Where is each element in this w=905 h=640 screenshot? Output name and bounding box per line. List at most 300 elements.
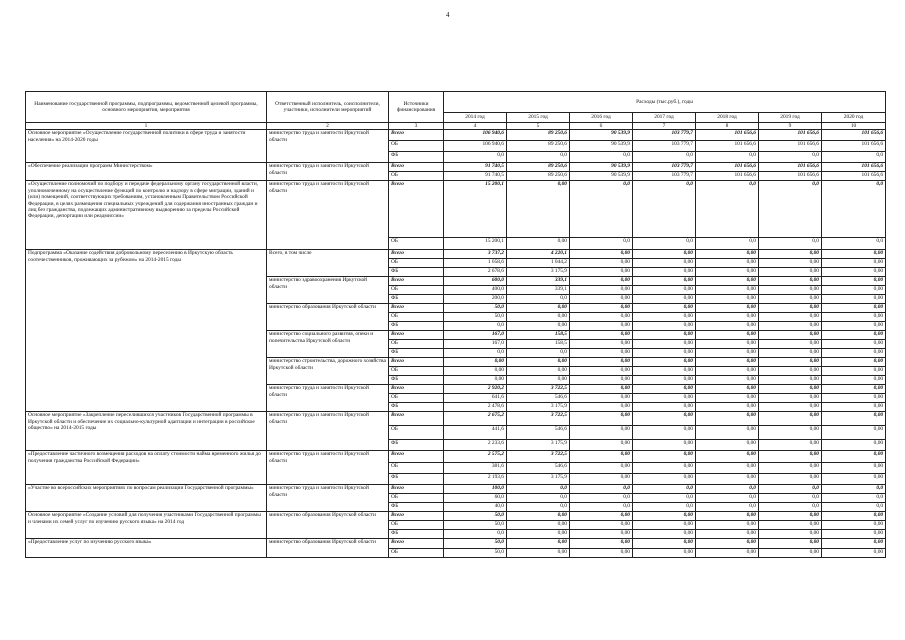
amount-cell: 400,0: [444, 286, 507, 295]
amount-cell: 0,00: [444, 376, 507, 385]
amount-cell: 3 175,9: [507, 474, 570, 485]
amount-cell: 0,0: [696, 152, 759, 163]
amount-cell: 0,0: [570, 485, 633, 494]
amount-cell: 0,00: [570, 340, 633, 349]
amount-cell: 0,00: [822, 268, 886, 277]
funding-source: ОБ: [389, 394, 444, 403]
amount-cell: 0,00: [507, 322, 570, 331]
amount-cell: 0,0: [633, 152, 696, 163]
amount-cell: 0,00: [759, 412, 822, 426]
table-row: [26, 130, 886, 141]
amount-cell: 0,0: [759, 485, 822, 494]
funding-source: ОБ: [389, 340, 444, 349]
amount-cell: 0,0: [507, 494, 570, 503]
amount-cell: 0,00: [570, 295, 633, 304]
amount-cell: 2 920,2: [444, 385, 507, 394]
funding-source: ФБ: [389, 440, 444, 451]
amount-cell: 0,0: [696, 238, 759, 250]
amount-cell: 641,6: [444, 394, 507, 403]
item-executor: министерство труда и занятости Иркутской области: [267, 485, 389, 512]
header-year: 2020 год: [822, 113, 886, 123]
amount-cell: 0,00: [633, 539, 696, 549]
amount-cell: 101 656,6: [822, 172, 886, 181]
amount-cell: 0,00: [633, 259, 696, 268]
amount-cell: 0,0: [633, 494, 696, 503]
item-name: «Предоставление частичного возмещения расходов на оплату стоимости найма временного жилья до получения гражданства Российской Федерации»: [26, 451, 267, 485]
table-row: [26, 181, 886, 238]
funding-source: ОБ: [389, 494, 444, 503]
amount-cell: 0,0: [759, 152, 822, 163]
amount-cell: 0,00: [570, 521, 633, 530]
amount-cell: 0,00: [633, 549, 696, 558]
funding-source: ФБ: [389, 474, 444, 485]
amount-cell: 50,0: [444, 521, 507, 530]
amount-cell: 101 656,6: [696, 130, 759, 141]
amount-cell: 0,00: [633, 367, 696, 376]
amount-cell: 0,00: [822, 539, 886, 549]
amount-cell: 1 044,2: [507, 259, 570, 268]
item-executor: министерство социального развития, опеки и попечительства Иркутской области: [267, 331, 389, 358]
amount-cell: 0,00: [822, 530, 886, 539]
table-row: [26, 485, 886, 494]
amount-cell: 0,00: [822, 313, 886, 322]
amount-cell: 0,00: [633, 426, 696, 440]
amount-cell: 0,00: [696, 474, 759, 485]
amount-cell: 0,00: [570, 451, 633, 463]
table-body: [26, 130, 886, 558]
amount-cell: 0,00: [822, 474, 886, 485]
funding-source: ОБ: [389, 286, 444, 295]
amount-cell: 0,0: [570, 181, 633, 238]
amount-cell: 3 175,9: [507, 440, 570, 451]
item-executor: министерство образования Иркутской области: [267, 512, 389, 539]
item-name: «Участие во всероссийских мероприятиях по вопросам реализации Государственной программы»: [26, 485, 267, 512]
amount-cell: 0,00: [822, 340, 886, 349]
amount-cell: 0,00: [633, 268, 696, 277]
amount-cell: 0,00: [696, 451, 759, 463]
amount-cell: 0,0: [633, 238, 696, 250]
amount-cell: 0,00: [759, 530, 822, 539]
amount-cell: 0,00: [570, 512, 633, 521]
amount-cell: 0,00: [633, 451, 696, 463]
amount-cell: 0,00: [507, 539, 570, 549]
amount-cell: 0,0: [759, 181, 822, 238]
amount-cell: 0,00: [570, 277, 633, 286]
amount-cell: 0,00: [822, 304, 886, 313]
amount-cell: 0,00: [759, 304, 822, 313]
column-numbers-row: [26, 123, 886, 130]
amount-cell: 0,00: [633, 340, 696, 349]
amount-cell: 546,6: [507, 394, 570, 403]
funding-source: Всего: [389, 485, 444, 494]
amount-cell: 0,00: [759, 426, 822, 440]
amount-cell: 0,00: [759, 376, 822, 385]
funding-source: ФБ: [389, 349, 444, 358]
column-number: 1: [26, 123, 267, 130]
amount-cell: 0,00: [822, 549, 886, 558]
amount-cell: 101 656,6: [759, 163, 822, 172]
amount-cell: 0,00: [696, 385, 759, 394]
amount-cell: 0,00: [633, 530, 696, 539]
amount-cell: 0,00: [822, 412, 886, 426]
amount-cell: 0,00: [759, 358, 822, 367]
amount-cell: 0,00: [822, 250, 886, 259]
amount-cell: 0,00: [696, 322, 759, 331]
funding-source: ОБ: [389, 172, 444, 181]
column-number: 4: [444, 123, 507, 130]
item-executor: министерство труда и занятости Иркутской области: [267, 130, 389, 163]
item-name: «Осуществление полномочий по подбору и передаче федеральному органу государственной власти, уполномоченному на осуществление функций по контролю и надзору в сфере миграции, зданий и (или) помещений, соответствующих требованиям, установленным Правительством Российской Федерации, в целях размещения специальных учреждений для содержания иностранных граждан и лиц без гражданства, подлежащих административному выдворению за пределы Российской Федерации, депортации или реадмиссии»: [26, 181, 267, 250]
item-executor: министерство труда и занятости Иркутской области: [267, 181, 389, 250]
item-executor: министерство образования Иркутской области: [267, 304, 389, 331]
amount-cell: 0,00: [633, 463, 696, 474]
amount-cell: 0,00: [759, 295, 822, 304]
amount-cell: 0,00: [759, 340, 822, 349]
item-name: Основное мероприятие «Создание условий для получения участниками Государственной программы и членами их семей услуг по изучению русского языка» на 2014 год: [26, 512, 267, 539]
amount-cell: 0,00: [633, 277, 696, 286]
amount-cell: 0,00: [759, 394, 822, 403]
amount-cell: 0,00: [507, 376, 570, 385]
amount-cell: 0,00: [696, 549, 759, 558]
amount-cell: 89 250,6: [507, 130, 570, 141]
amount-cell: 0,0: [759, 238, 822, 250]
header-executor: Ответственный исполнитель, соисполнители, участники, исполнители мероприятий: [267, 92, 389, 123]
item-executor: министерство труда и занятости Иркутской области: [267, 451, 389, 485]
amount-cell: 60,0: [444, 494, 507, 503]
amount-cell: 0,0: [507, 295, 570, 304]
amount-cell: 89 250,6: [507, 141, 570, 152]
amount-cell: 0,00: [507, 549, 570, 558]
amount-cell: 0,00: [822, 295, 886, 304]
amount-cell: 0,00: [822, 521, 886, 530]
amount-cell: 0,0: [444, 322, 507, 331]
table-row: [26, 412, 886, 426]
amount-cell: 0,00: [696, 412, 759, 426]
amount-cell: 0,00: [507, 521, 570, 530]
amount-cell: 0,00: [759, 512, 822, 521]
amount-cell: 50,0: [444, 313, 507, 322]
item-executor: министерство строительства, дорожного хозяйства Иркутской области: [267, 358, 389, 385]
amount-cell: 0,00: [759, 539, 822, 549]
amount-cell: 0,0: [444, 530, 507, 539]
amount-cell: 0,00: [570, 385, 633, 394]
amount-cell: 0,00: [696, 268, 759, 277]
amount-cell: 0,0: [507, 349, 570, 358]
amount-cell: 339,1: [507, 277, 570, 286]
amount-cell: 0,00: [822, 367, 886, 376]
amount-cell: 0,0: [759, 494, 822, 503]
amount-cell: 103 779,7: [633, 163, 696, 172]
amount-cell: 0,00: [759, 250, 822, 259]
amount-cell: 200,0: [444, 295, 507, 304]
amount-cell: 0,00: [822, 451, 886, 463]
funding-source: ФБ: [389, 322, 444, 331]
amount-cell: 0,00: [696, 403, 759, 412]
funding-source: ФБ: [389, 376, 444, 385]
amount-cell: 0,00: [696, 313, 759, 322]
amount-cell: 0,00: [696, 304, 759, 313]
amount-cell: 2 233,6: [444, 440, 507, 451]
funding-source: ОБ: [389, 367, 444, 376]
header-expenses: Расходы (тыс.руб.), годы: [444, 92, 886, 113]
amount-cell: 0,00: [570, 530, 633, 539]
amount-cell: 0,00: [696, 539, 759, 549]
amount-cell: 40,0: [444, 503, 507, 512]
amount-cell: 0,00: [696, 426, 759, 440]
funding-source: Всего: [389, 163, 444, 172]
amount-cell: 0,00: [507, 512, 570, 521]
amount-cell: 0,0: [696, 494, 759, 503]
amount-cell: 158,5: [507, 331, 570, 340]
column-number: 9: [759, 123, 822, 130]
amount-cell: 3 175,9: [507, 403, 570, 412]
item-name: «Предоставление услуг по изучению русского языка»: [26, 539, 267, 558]
amount-cell: 100,0: [444, 485, 507, 494]
amount-cell: 0,0: [822, 494, 886, 503]
amount-cell: 2 193,6: [444, 474, 507, 485]
amount-cell: 0,00: [822, 259, 886, 268]
amount-cell: 0,00: [570, 376, 633, 385]
amount-cell: 0,00: [570, 313, 633, 322]
funding-source: ОБ: [389, 313, 444, 322]
funding-source: Всего: [389, 250, 444, 259]
funding-source: Всего: [389, 331, 444, 340]
amount-cell: 0,00: [633, 512, 696, 521]
amount-cell: 0,00: [633, 331, 696, 340]
amount-cell: 0,00: [696, 295, 759, 304]
amount-cell: 0,00: [822, 376, 886, 385]
item-executor: министерство здравоохранения Иркутской области: [267, 277, 389, 304]
amount-cell: 0,00: [759, 385, 822, 394]
amount-cell: 0,00: [759, 322, 822, 331]
amount-cell: 0,00: [759, 277, 822, 286]
funding-source: Всего: [389, 412, 444, 426]
amount-cell: 167,0: [444, 331, 507, 340]
amount-cell: 0,00: [696, 250, 759, 259]
item-name: «Обеспечение реализации программ Министерством»: [26, 163, 267, 181]
amount-cell: 0,00: [759, 349, 822, 358]
funding-source: ОБ: [389, 259, 444, 268]
amount-cell: 0,00: [570, 268, 633, 277]
amount-cell: 0,00: [633, 322, 696, 331]
column-number: 6: [570, 123, 633, 130]
page-number: 4: [446, 11, 450, 19]
amount-cell: 0,00: [759, 331, 822, 340]
item-executor: министерство труда и занятости Иркутской области: [267, 385, 389, 412]
amount-cell: 0,00: [696, 463, 759, 474]
amount-cell: 0,00: [759, 367, 822, 376]
amount-cell: 0,00: [759, 521, 822, 530]
funding-source: ОБ: [389, 521, 444, 530]
amount-cell: 0,00: [633, 521, 696, 530]
amount-cell: 0,00: [507, 313, 570, 322]
amount-cell: 0,00: [822, 277, 886, 286]
amount-cell: 0,00: [570, 539, 633, 549]
amount-cell: 546,6: [507, 463, 570, 474]
amount-cell: 50,0: [444, 539, 507, 549]
amount-cell: 0,00: [633, 313, 696, 322]
amount-cell: 0,00: [570, 403, 633, 412]
amount-cell: 101 656,6: [822, 141, 886, 152]
amount-cell: 0,00: [444, 358, 507, 367]
funding-source: ФБ: [389, 530, 444, 539]
funding-source: ОБ: [389, 549, 444, 558]
amount-cell: 0,00: [759, 268, 822, 277]
amount-cell: 0,00: [570, 440, 633, 451]
amount-cell: 0,00: [507, 358, 570, 367]
header-year: 2016 год: [570, 113, 633, 123]
amount-cell: 0,00: [822, 358, 886, 367]
amount-cell: 0,00: [570, 549, 633, 558]
amount-cell: 0,0: [444, 349, 507, 358]
amount-cell: 600,0: [444, 277, 507, 286]
amount-cell: 2 678,6: [444, 268, 507, 277]
amount-cell: 0,00: [507, 367, 570, 376]
amount-cell: 0,00: [633, 349, 696, 358]
header-year: 2018 год: [696, 113, 759, 123]
amount-cell: 0,0: [570, 494, 633, 503]
funding-source: Всего: [389, 512, 444, 521]
amount-cell: 0,00: [570, 250, 633, 259]
amount-cell: 0,00: [696, 394, 759, 403]
amount-cell: 0,00: [759, 463, 822, 474]
amount-cell: 0,0: [507, 503, 570, 512]
amount-cell: 0,0: [633, 485, 696, 494]
amount-cell: 0,00: [759, 440, 822, 451]
amount-cell: 0,00: [507, 304, 570, 313]
amount-cell: 0,00: [570, 304, 633, 313]
amount-cell: 158,5: [507, 340, 570, 349]
amount-cell: 0,00: [822, 322, 886, 331]
amount-cell: 0,00: [570, 463, 633, 474]
amount-cell: 167,0: [444, 340, 507, 349]
amount-cell: 0,00: [570, 322, 633, 331]
header-name: Наименование государственной программы, подпрограммы, ведомственной целевой программы, основного мероприятия, мероприятия: [26, 92, 267, 123]
amount-cell: 101 656,6: [696, 141, 759, 152]
amount-cell: 0,00: [633, 394, 696, 403]
amount-cell: 0,00: [633, 304, 696, 313]
item-executor: министерство образования Иркутской области: [267, 539, 389, 558]
amount-cell: 0,00: [633, 440, 696, 451]
funding-source: Всего: [389, 358, 444, 367]
item-name: Основное мероприятие «Закрепление переселившихся участников Государственной программы в Иркутской области и обеспечение их социально-культурной адаптации и интеграции в российское общество» на 2014-2015 годы: [26, 412, 267, 451]
amount-cell: 0,00: [507, 530, 570, 539]
funding-source: ОБ: [389, 238, 444, 250]
amount-cell: 0,00: [633, 412, 696, 426]
amount-cell: 0,00: [759, 259, 822, 268]
amount-cell: 0,0: [570, 503, 633, 512]
item-executor: министерство труда и занятости Иркутской области: [267, 163, 389, 181]
amount-cell: 89 250,6: [507, 163, 570, 172]
amount-cell: 0,0: [570, 152, 633, 163]
amount-cell: 0,0: [822, 503, 886, 512]
amount-cell: 0,0: [633, 181, 696, 238]
amount-cell: 91 740,5: [444, 163, 507, 172]
amount-cell: 0,0: [822, 181, 886, 238]
amount-cell: 0,00: [633, 474, 696, 485]
table-row: [26, 163, 886, 172]
amount-cell: 0,0: [696, 181, 759, 238]
item-executor: Всего, в том числе: [267, 250, 389, 277]
amount-cell: 441,6: [444, 426, 507, 440]
amount-cell: 0,00: [759, 313, 822, 322]
amount-cell: 0,0: [570, 238, 633, 250]
amount-cell: 3 722,5: [507, 385, 570, 394]
amount-cell: 0,00: [633, 385, 696, 394]
expenses-table: [25, 91, 886, 558]
amount-cell: 0,0: [696, 503, 759, 512]
amount-cell: 0,00: [696, 530, 759, 539]
funding-source: Всего: [389, 539, 444, 549]
amount-cell: 2 675,2: [444, 412, 507, 426]
amount-cell: 0,00: [444, 367, 507, 376]
amount-cell: 0,00: [570, 286, 633, 295]
amount-cell: 106 940,6: [444, 130, 507, 141]
funding-source: ФБ: [389, 268, 444, 277]
amount-cell: 0,00: [570, 349, 633, 358]
amount-cell: 0,0: [822, 238, 886, 250]
amount-cell: 0,00: [633, 286, 696, 295]
amount-cell: 0,00: [822, 440, 886, 451]
amount-cell: 0,00: [570, 426, 633, 440]
amount-cell: 0,00: [696, 367, 759, 376]
amount-cell: 90 539,9: [570, 163, 633, 172]
amount-cell: 0,00: [822, 349, 886, 358]
amount-cell: 3 175,9: [507, 268, 570, 277]
amount-cell: 101 656,6: [759, 172, 822, 181]
amount-cell: 0,00: [696, 286, 759, 295]
amount-cell: 0,00: [696, 349, 759, 358]
amount-cell: 0,00: [633, 250, 696, 259]
header-year: 2015 год: [507, 113, 570, 123]
table-row: [26, 451, 886, 463]
amount-cell: 0,00: [696, 358, 759, 367]
amount-cell: 0,00: [570, 358, 633, 367]
amount-cell: 0,00: [822, 385, 886, 394]
amount-cell: 50,0: [444, 549, 507, 558]
amount-cell: 101 656,6: [759, 141, 822, 152]
amount-cell: 101 656,6: [822, 130, 886, 141]
amount-cell: 0,00: [507, 238, 570, 250]
amount-cell: 103 779,7: [633, 141, 696, 152]
amount-cell: 0,00: [570, 367, 633, 376]
funding-source: ФБ: [389, 403, 444, 412]
item-name: Подпрограмма «Оказание содействия добровольному переселению в Иркутскую область соотечественников, проживающих за рубежом» на 2014-2015 годы: [26, 250, 267, 412]
amount-cell: 0,00: [822, 512, 886, 521]
amount-cell: 0,00: [759, 549, 822, 558]
amount-cell: 50,0: [444, 512, 507, 521]
amount-cell: 0,00: [822, 331, 886, 340]
amount-cell: 0,00: [570, 474, 633, 485]
amount-cell: 0,0: [507, 152, 570, 163]
amount-cell: 0,0: [444, 152, 507, 163]
header-year: 2017 год: [633, 113, 696, 123]
amount-cell: 15 200,1: [444, 181, 507, 238]
amount-cell: 0,0: [822, 152, 886, 163]
amount-cell: 0,00: [822, 426, 886, 440]
amount-cell: 2 478,6: [444, 403, 507, 412]
amount-cell: 0,00: [759, 286, 822, 295]
amount-cell: 101 656,6: [696, 172, 759, 181]
amount-cell: 381,6: [444, 463, 507, 474]
amount-cell: 546,6: [507, 426, 570, 440]
column-number: 10: [822, 123, 886, 130]
amount-cell: 3 722,5: [507, 451, 570, 463]
table-row: [26, 539, 886, 549]
amount-cell: 0,00: [633, 295, 696, 304]
item-executor: министерство труда и занятости Иркутской области: [267, 412, 389, 451]
amount-cell: 0,00: [696, 340, 759, 349]
